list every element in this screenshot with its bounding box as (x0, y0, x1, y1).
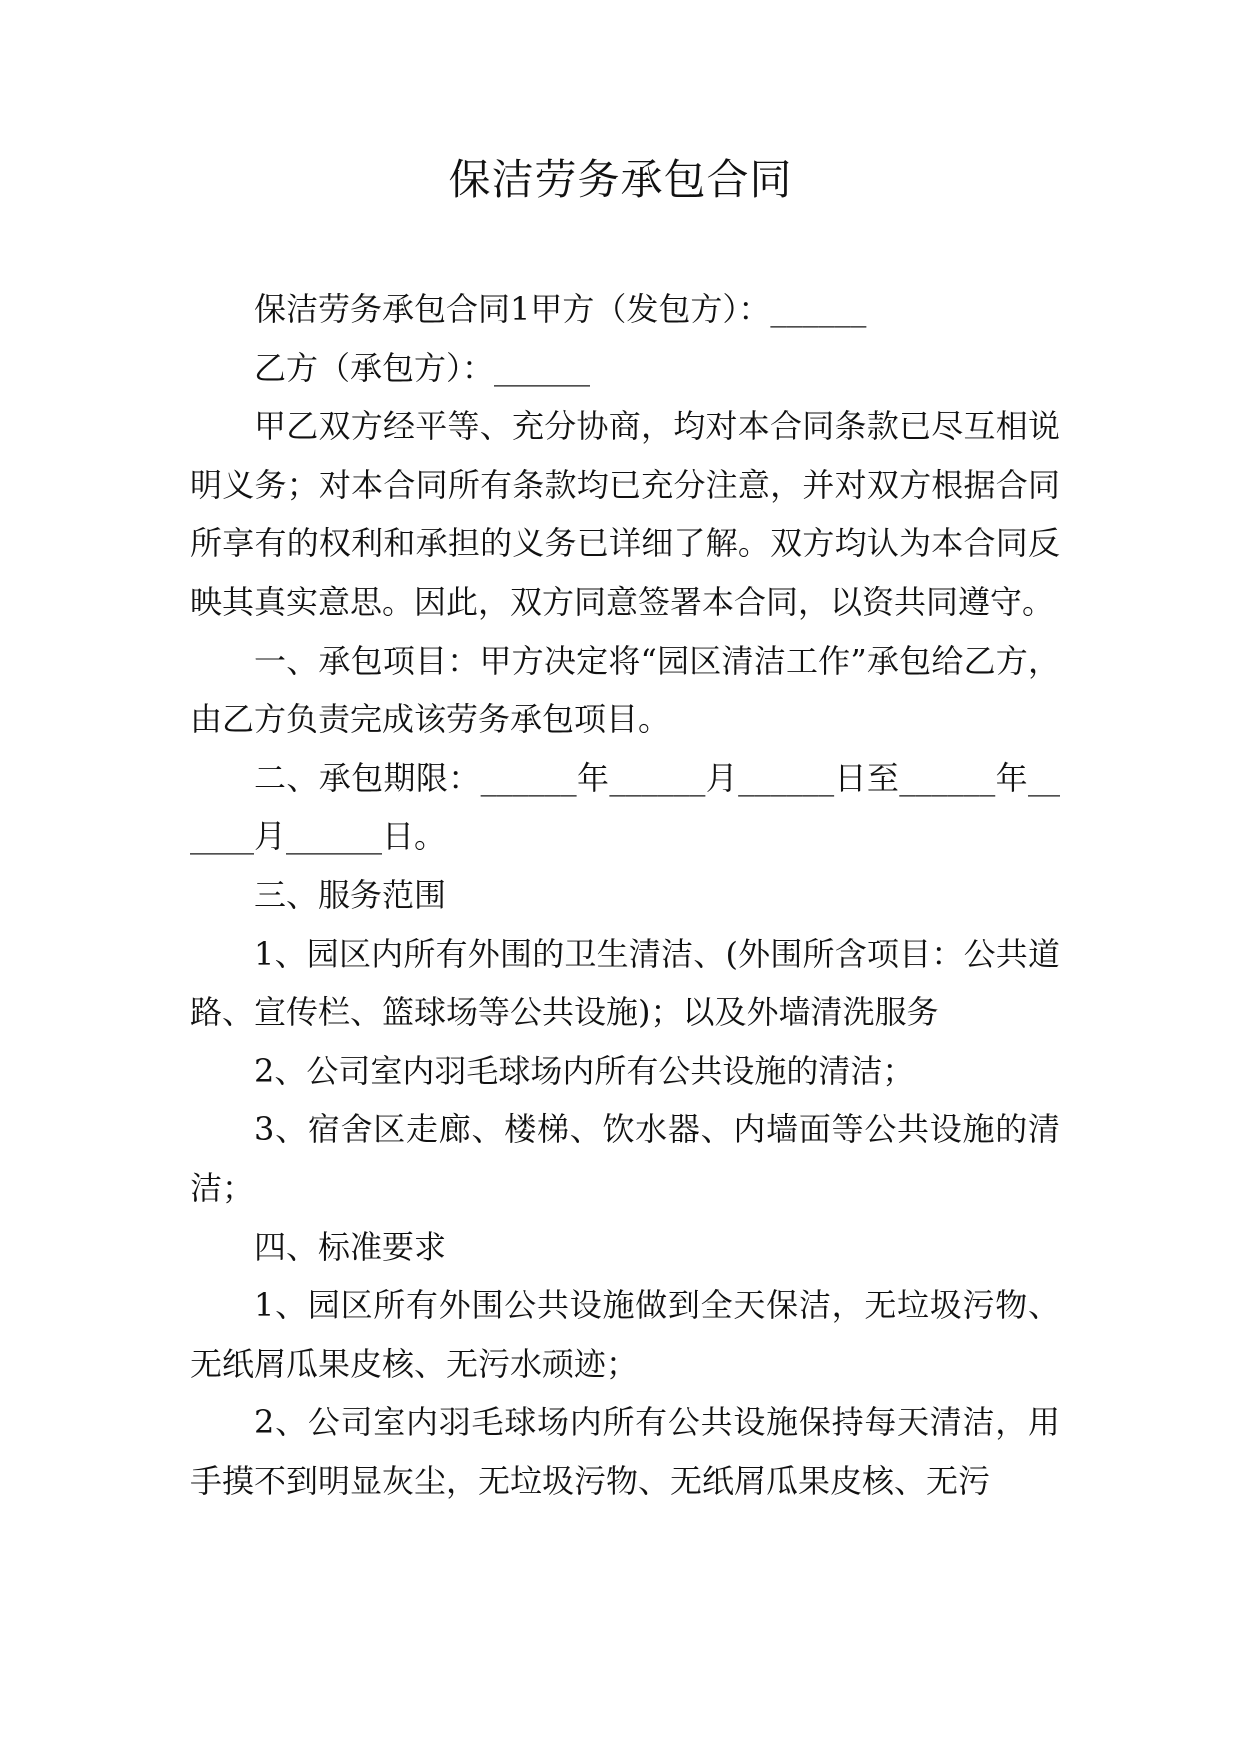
paragraph-standard-2: 2、公司室内羽毛球场内所有公共设施保持每天清洁，用手摸不到明显灰尘，无垃圾污物、无纸屑瓜果皮核、无污 (190, 1403, 1060, 1500)
paragraph-section-service-scope: 三、服务范围 (254, 875, 447, 914)
document-body (190, 280, 1060, 1510)
paragraph-contract-term: 二、承包期限：______年______月______日至______年______月______日。 (190, 758, 1060, 856)
paragraph-preamble: 甲乙双方经平等、充分协商，均对本合同条款已尽互相说明义务；对本合同所有条款均已充分注意，并对双方根据合同所享有的权利和承担的义务已详细了解。双方均认为本合同反映其真实意思。因此，双方同意签署本合同，以资共同遵守。 (190, 407, 1060, 621)
paragraph-section-standards: 四、标准要求 (254, 1227, 447, 1266)
paragraph-party-a: 保洁劳务承包合同1甲方（发包方）：______ (254, 290, 867, 328)
paragraph-party-b: 乙方（承包方）：______ (254, 348, 591, 387)
paragraph-standard-1: 1、园区所有外围公共设施做到全天保洁，无垃圾污物、无纸屑瓜果皮核、无污水顽迹； (190, 1286, 1060, 1383)
document-title: 保洁劳务承包合同 (448, 155, 793, 204)
paragraph-scope-2: 2、公司室内羽毛球场内所有公共设施的清洁； (254, 1051, 915, 1090)
paragraph-scope-1: 1、园区内所有外围的卫生清洁、(外围所含项目：公共道路、宣传栏、篮球场等公共设施)；以及外墙清洗服务 (190, 934, 1060, 1032)
paragraph-contract-item: 一、承包项目：甲方决定将“园区清洁工作”承包给乙方，由乙方负责完成该劳务承包项目。 (190, 641, 1060, 739)
paragraph-scope-3: 3、宿舍区走廊、楼梯、饮水器、内墙面等公共设施的清洁； (190, 1110, 1060, 1207)
